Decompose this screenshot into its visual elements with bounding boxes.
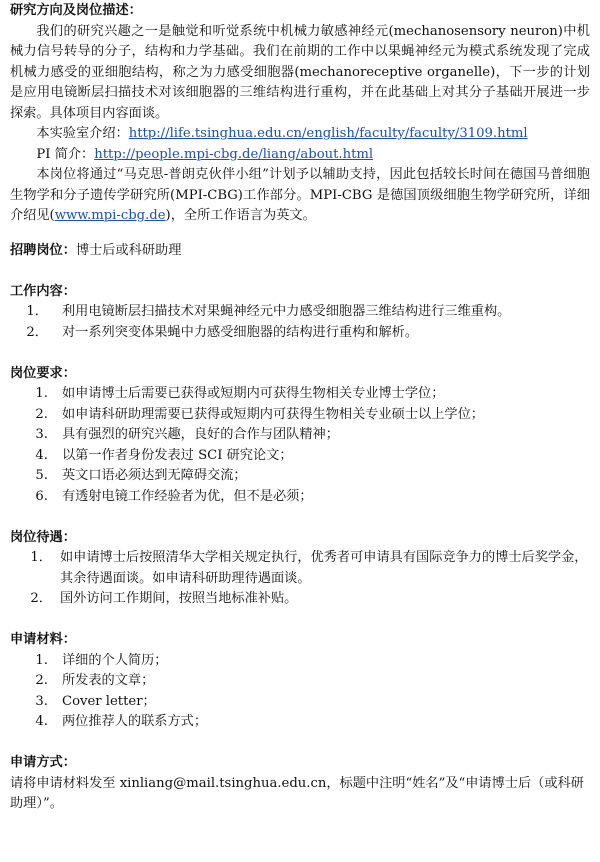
list-item — [10, 712, 590, 733]
research-paragraph: 我们的研究兴趣之一是触觉和听觉系统中机械力敏感神经元(mechanosensory neuron)中机械力信号转导的分子，结构和力学基础。我们在前期的工作中以果蝇神经元为模式系统发现了完成机械力感受的亚细胞结构，称之为力感受细胞器(mechanoreceptive organelle)，下一步的计划是应用电镜断层扫描技术对该细胞器的三维结构进行重构，并在此基础上对其分子基础开展进一步探索。具体项目内容面谈。 — [10, 23, 590, 121]
benefits-heading: 岗位待遇： — [10, 529, 76, 545]
list-text: 英文口语必须达到无障碍交流； — [62, 468, 247, 483]
list-item — [10, 302, 590, 323]
list-text: 如申请博士后需要已获得或短期内可获得生物相关专业博士学位； — [62, 386, 445, 401]
list-text: 对一系列突变体果蝇中力感受细胞器的结构进行重构和解析。 — [62, 324, 419, 340]
list-item — [10, 466, 590, 487]
list-number: 4. — [35, 714, 48, 729]
list-text: 如申请科研助理需要已获得或短期内可获得生物相关专业硕士以上学位； — [62, 406, 484, 422]
list-number: 1． — [30, 550, 52, 565]
apply-text: 请将申请材料发至 xinliang@mail.tsinghua.edu.cn，标题中注明“姓名”及“申请博士后（或科研助理）”。 — [10, 775, 584, 811]
list-item — [10, 323, 590, 344]
list-number: 1. — [35, 386, 48, 401]
list-number: 2． — [26, 324, 48, 340]
requirements-heading: 岗位要求： — [10, 365, 76, 381]
list-number: 2. — [35, 406, 48, 422]
list-number: 1． — [26, 304, 48, 319]
position-heading: 招聘岗位： — [10, 242, 76, 258]
list-text: 具有强烈的研究兴趣，良好的合作与团队精神； — [62, 427, 339, 442]
work-heading: 工作内容： — [10, 283, 76, 299]
lab-intro-line — [10, 124, 590, 145]
list-item — [10, 384, 590, 405]
list-number: 2． — [30, 591, 52, 606]
list-number: 3. — [35, 693, 48, 709]
list-text: 如申请博士后按照清华大学相关规定执行，优秀者可申请具有国际竞争力的博士后奖学金，其余待遇面谈。如申请科研助理待遇面谈。 — [60, 550, 588, 586]
list-text: 利用电镜断层扫描技术对果蝇神经元中力感受细胞器三维结构进行三维重构。 — [62, 304, 511, 319]
research-heading: 研究方向及岗位描述： — [10, 3, 142, 18]
list-item — [10, 589, 590, 610]
list-item — [10, 671, 590, 692]
list-text: 两位推荐人的联系方式； — [62, 714, 208, 729]
list-text: 所发表的文章； — [62, 673, 155, 688]
lab-intro-link[interactable]: http://life.tsinghua.edu.cn/english/faculty/faculty/3109.html — [128, 126, 528, 141]
list-item — [10, 651, 590, 672]
materials-heading: 申请材料： — [10, 632, 76, 647]
list-number: 6. — [35, 488, 48, 504]
pi-link[interactable]: http://people.mpi-cbg.de/liang/about.html — [94, 146, 374, 162]
list-item — [10, 548, 590, 589]
list-item — [10, 405, 590, 426]
pi-label: PI 简介： — [36, 146, 95, 162]
list-number: 1. — [35, 652, 48, 668]
position-line — [10, 241, 590, 262]
list-text: 有透射电镜工作经验者为优，但不是必须； — [62, 488, 313, 504]
mpi-cbg-link[interactable]: www.mpi-cbg.de — [54, 208, 166, 223]
list-item — [10, 425, 590, 446]
list-text: 国外访问工作期间，按照当地标准补贴。 — [60, 591, 298, 606]
list-item — [10, 692, 590, 713]
list-item — [10, 487, 590, 508]
pi-line — [10, 145, 590, 166]
list-number: 3. — [35, 427, 48, 442]
list-number: 4. — [35, 447, 48, 463]
list-text: Cover letter； — [62, 693, 156, 709]
position-value: 博士后或科研助理 — [75, 242, 182, 258]
support-text-before: 本岗位将通过“马克思-普朗克伙伴小组”计划予以辅助支持，因此包括较长时间在德国马普细胞生物学和分子遗传学研究所(MPI-CBG)工作部分。MPI-CBG 是德国顶级细胞生物学研究所，详细介绍见( — [10, 167, 590, 223]
support-paragraph — [10, 165, 590, 227]
list-number: 5. — [35, 468, 48, 483]
lab-intro-label: 本实验室介绍： — [36, 126, 129, 141]
list-text: 以第一作者身份发表过 SCI 研究论文； — [62, 447, 293, 463]
list-item — [10, 446, 590, 467]
list-text: 详细的个人简历； — [62, 652, 168, 668]
list-number: 2. — [35, 673, 48, 688]
apply-heading: 申请方式： — [10, 755, 76, 770]
support-text-after: )，全所工作语言为英文。 — [165, 208, 316, 223]
